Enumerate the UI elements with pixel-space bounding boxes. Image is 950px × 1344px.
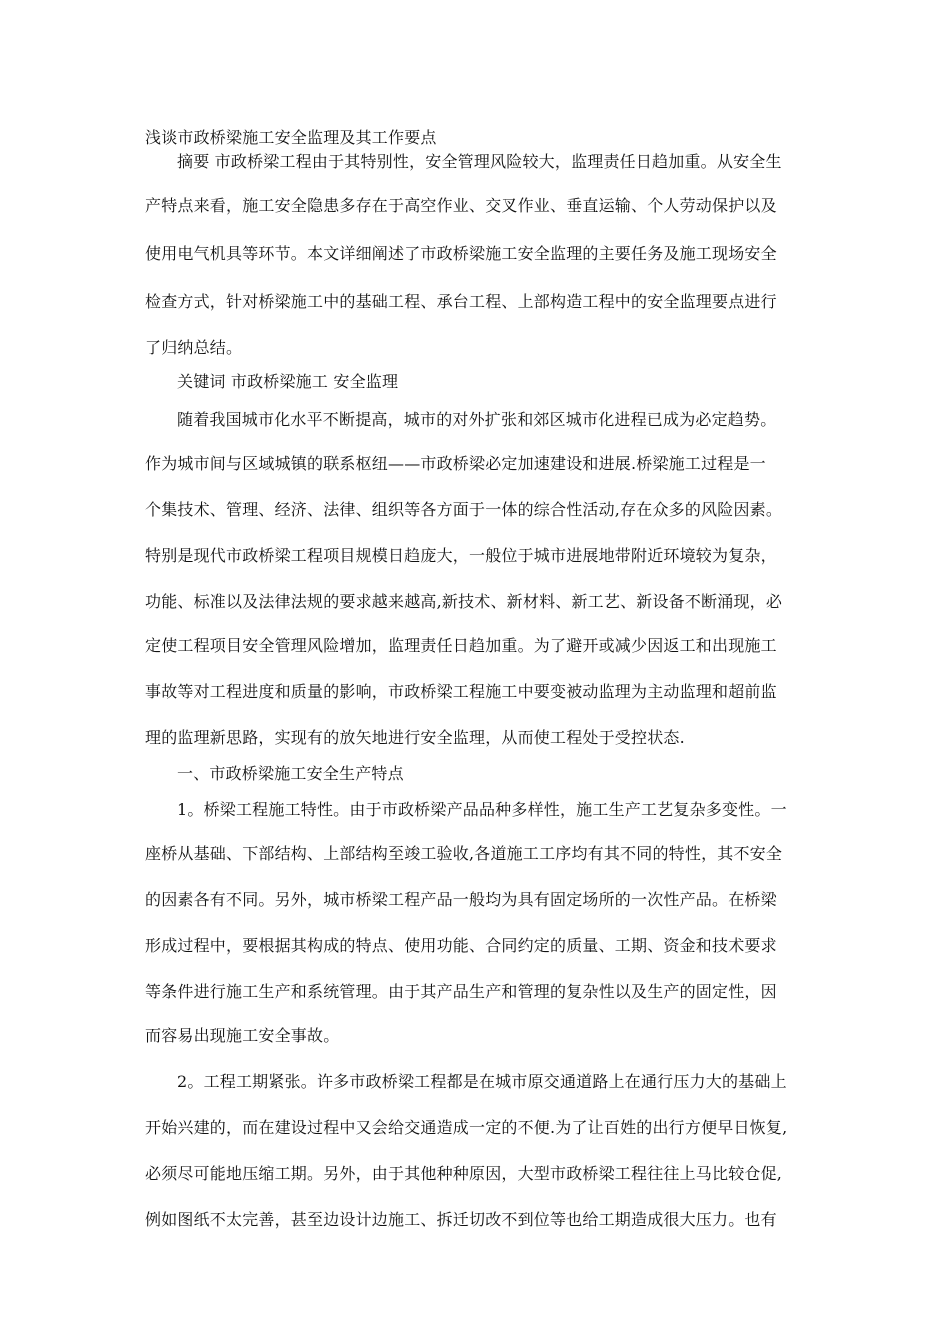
intro-line: 功能、标准以及法律法规的要求越来越高,新技术、新材料、新工艺、新设备不断涌现，必	[145, 592, 783, 611]
item1-line: 形成过程中，要根据其构成的特点、使用功能、合同约定的质量、工期、资金和技术要求	[145, 936, 777, 955]
intro-line: 随着我国城市化水平不断提高，城市的对外扩张和郊区城市化进程已成为必定趋势。	[177, 410, 777, 429]
keywords-line: 关键词 市政桥梁施工 安全监理	[177, 372, 399, 391]
intro-line: 理的监理新思路，实现有的放矢地进行安全监理，从而使工程处于受控状态.	[145, 728, 685, 747]
section-heading: 一、市政桥梁施工安全生产特点	[177, 764, 404, 783]
intro-line: 作为城市间与区域城镇的联系枢纽——市政桥梁必定加速建设和进展.桥梁施工过程是一	[145, 454, 766, 473]
intro-line: 定使工程项目安全管理风险增加，监理责任日趋加重。为了避开或减少因返工和出现施工	[145, 636, 777, 655]
item2-line: 例如图纸不太完善，甚至边设计边施工、拆迁切改不到位等也给工期造成很大压力。也有	[145, 1210, 777, 1229]
abstract-line: 使用电气机具等环节。本文详细阐述了市政桥梁施工安全监理的主要任务及施工现场安全	[145, 244, 777, 263]
item1-line: 1。桥梁工程施工特性。由于市政桥梁产品品种多样性，施工生产工艺复杂多变性。一	[177, 800, 787, 819]
item1-line: 的因素各有不同。另外，城市桥梁工程产品一般均为具有固定场所的一次性产品。在桥梁	[145, 890, 777, 909]
intro-line: 个集技术、管理、经济、法律、组织等各方面于一体的综合性活动,存在众多的风险因素。	[145, 500, 783, 519]
abstract-line: 了归纳总结。	[145, 338, 243, 357]
item1-line: 而容易出现施工安全事故。	[145, 1026, 340, 1045]
item1-line: 等条件进行施工生产和系统管理。由于其产品生产和管理的复杂性以及生产的固定性，因	[145, 982, 777, 1001]
intro-line: 事故等对工程进度和质量的影响，市政桥梁工程施工中要变被动监理为主动监理和超前监	[145, 682, 777, 701]
abstract-line: 产特点来看，施工安全隐患多存在于高空作业、交叉作业、垂直运输、个人劳动保护以及	[145, 196, 777, 215]
abstract-line: 摘要 市政桥梁工程由于其特别性，安全管理风险较大，监理责任日趋加重。从安全生	[177, 152, 782, 171]
abstract-line: 检查方式，针对桥梁施工中的基础工程、承台工程、上部构造工程中的安全监理要点进行	[145, 292, 777, 311]
item2-line: 2。工程工期紧张。许多市政桥梁工程都是在城市原交通道路上在通行压力大的基础上	[177, 1072, 787, 1091]
item2-line: 必须尽可能地压缩工期。另外，由于其他种种原因，大型市政桥梁工程往往上马比较仓促,	[145, 1164, 783, 1183]
document-title: 浅谈市政桥梁施工安全监理及其工作要点	[145, 128, 437, 147]
item1-line: 座桥从基础、下部结构、上部结构至竣工验收,各道施工工序均有其不同的特性，其不安全	[145, 844, 783, 863]
intro-line: 特别是现代市政桥梁工程项目规模日趋庞大，一般位于城市进展地带附近环境较为复杂，	[145, 546, 777, 565]
item2-line: 开始兴建的，而在建设过程中又会给交通造成一定的不便.为了让百姓的出行方便早日恢复,	[145, 1118, 788, 1137]
